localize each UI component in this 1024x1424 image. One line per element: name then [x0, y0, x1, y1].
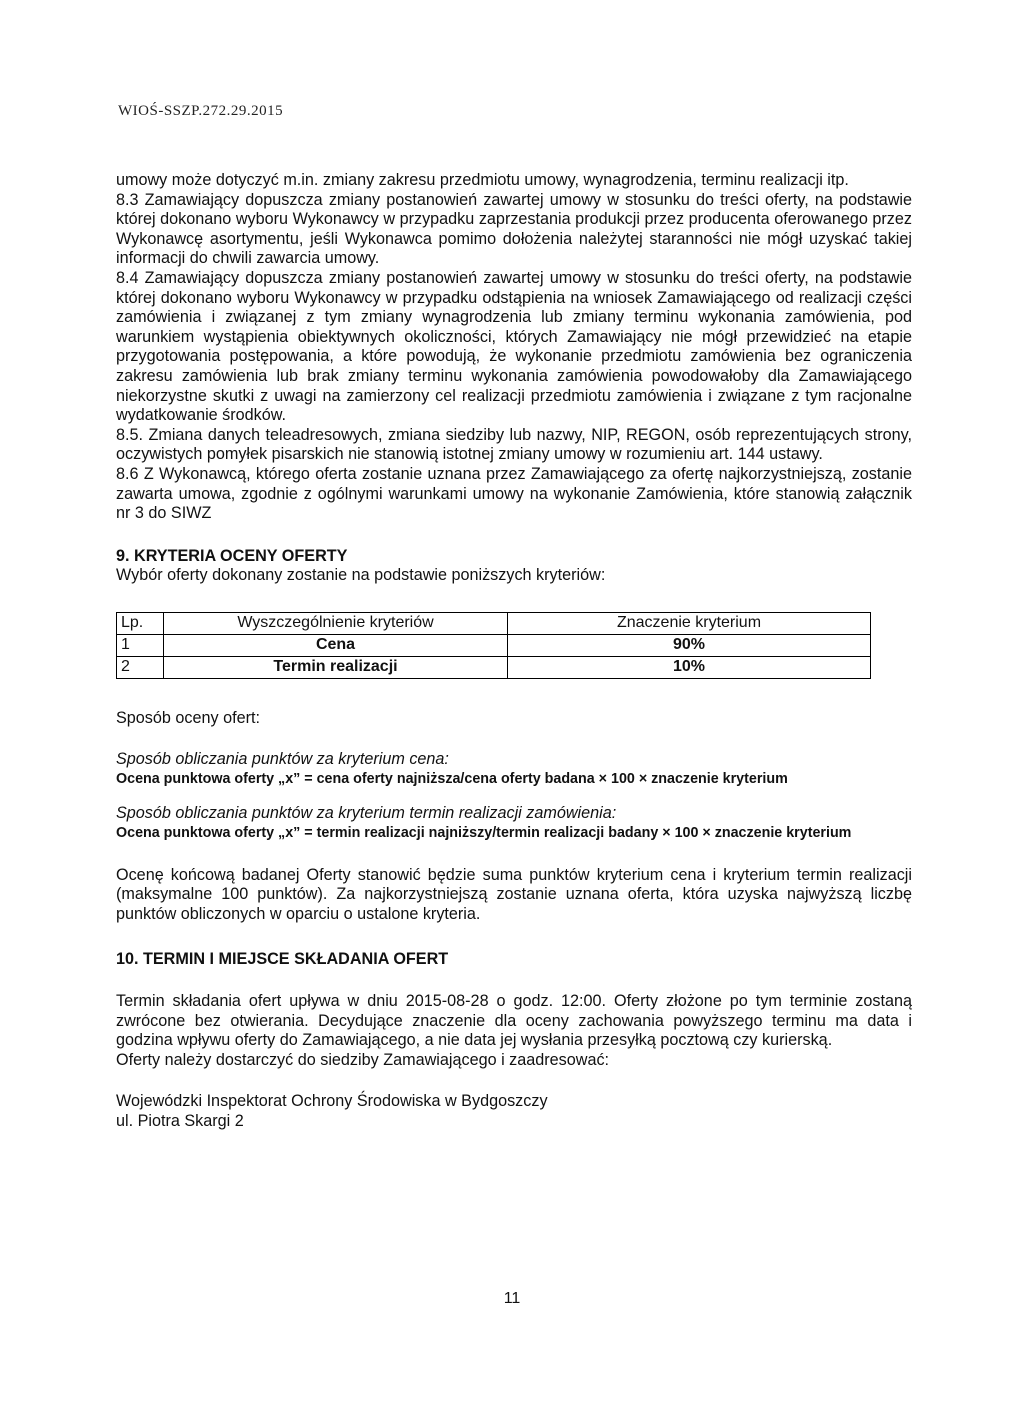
time-method-label: Sposób obliczania punktów za kryterium termin realizacji zamówienia:	[116, 804, 617, 823]
paragraph-8-4: 8.4 Zamawiający dopuszcza zmiany postanowień zawartej umowy w stosunku do treści oferty, na podstawie której dokonano wyboru Wykonawcy w przypadku odstąpienia na wniosek Zamawiającego od realizacji części zamówienia i związanej z tym zmiany wynagrodzenia lub zmiany terminu wykonania zamówienia, pod warunkiem wystąpienia obiektywnych okoliczności, których Zamawiający nie mógł przewidzieć na etapie przygotowania postępowania, a które powodują, że wykonanie przedmiotu zamówienia bez ograniczenia zakresu zamówienia lub brak zmiany terminu wykonania zamówienia powodowałoby dla Zamawiającego niekorzystne skutki z uwagi na zamierzony cel realizacji przedmiotu zamówienia i związane z tym racjonalne wydatkowanie środków.	[116, 268, 912, 425]
row-1-weight: 90%	[508, 634, 871, 656]
time-formula: Ocena punktowa oferty „x” = termin realizacji najniższy/termin realizacji badany × 100 × znaczenie kryterium	[116, 824, 852, 841]
address-line-1: Wojewódzki Inspektorat Ochrony Środowiska w Bydgoszczy	[116, 1092, 548, 1111]
table-row	[117, 656, 871, 678]
page-content	[116, 171, 912, 1132]
header-lp: Lp.	[117, 612, 164, 634]
price-method-label: Sposób obliczania punktów za kryterium cena:	[116, 750, 449, 769]
section-10-heading: 10. TERMIN I MIEJSCE SKŁADANIA OFERT	[116, 950, 449, 969]
criteria-table	[116, 612, 871, 679]
deadline-paragraph: Termin składania ofert upływa w dniu 2015-08-28 o godz. 12:00. Oferty złożone po tym terminie zostaną zwrócone bez otwierania. Decydujące znaczenie dla oceny zachowania powyższego terminu ma data i godzina wpływu oferty do Zamawiającego, a nie data jej wysłania przesyłką pocztową czy kurierską.	[116, 992, 912, 1050]
paragraph-8-6: 8.6 Z Wykonawcą, którego oferta zostanie uznana przez Zamawiającego za ofertę najkorzystniejszą, zostanie zawarta umowa, zgodnie z ogólnymi warunkami umowy na wykonanie Zamówienia, które stanowią załącznik nr 3 do SIWZ	[116, 464, 912, 523]
method-label: Sposób oceny ofert:	[116, 708, 260, 727]
section-9-heading: 9. KRYTERIA OCENY OFERTY	[116, 546, 348, 565]
address-line-2: ul. Piotra Skargi 2	[116, 1112, 244, 1130]
page-number: 11	[503, 1290, 521, 1307]
paragraph-8-5: 8.5. Zmiana danych teleadresowych, zmiana siedziby lub nazwy, NIP, REGON, osób reprezentujących strony, oczywistych pomyłek pisarskich nie stanowią istotnej zmiany umowy w rozumieniu art. 144 ustawy.	[116, 425, 912, 464]
row-1-criterion: Cena	[164, 634, 508, 656]
section-9-intro: Wybór oferty dokonany zostanie na podstawie poniższych kryteriów:	[116, 566, 606, 585]
paragraph-8-3: 8.3 Zamawiający dopuszcza zmiany postanowień zawartej umowy w stosunku do treści oferty, na podstawie której dokonano wyboru Wykonawcy w przypadku zaprzestania produkcji przez producenta oferowanego przez Wykonawcę asortymentu, jeśli Wykonawca pomimo dołożenia należytej staranności nie mógł uzyskać takiej informacji do chwili zawarcia umowy.	[116, 190, 912, 268]
row-2-criterion: Termin realizacji	[164, 656, 508, 678]
row-1-lp: 1	[117, 634, 164, 656]
delivery-instruction: Oferty należy dostarczyć do siedziby Zamawiającego i zaadresować:	[116, 1050, 610, 1069]
row-2-lp: 2	[117, 656, 164, 678]
table-row	[117, 634, 871, 656]
row-2-weight: 10%	[508, 656, 871, 678]
price-formula: Ocena punktowa oferty „x” = cena oferty najniższa/cena oferty badana × 100 × znaczenie kryterium	[116, 771, 788, 788]
header-criteria: Wyszczególnienie kryteriów	[164, 612, 508, 634]
document-reference: WIOŚ-SSZP.272.29.2015	[118, 103, 284, 119]
final-score-paragraph: Ocenę końcową badanej Oferty stanowić będzie suma punktów kryterium cena i kryterium termin realizacji (maksymalne 100 punktów). Za najkorzystniejszą zostanie uznana oferta, która uzyska najwyższą liczbę punktów obliczonych w oparciu o ustalone kryteria.	[116, 865, 912, 923]
table-header-row	[117, 612, 871, 634]
paragraph-continuation: umowy może dotyczyć m.in. zmiany zakresu przedmiotu umowy, wynagrodzenia, terminu realizacji itp.	[116, 171, 849, 189]
header-weight: Znaczenie kryterium	[508, 612, 871, 634]
